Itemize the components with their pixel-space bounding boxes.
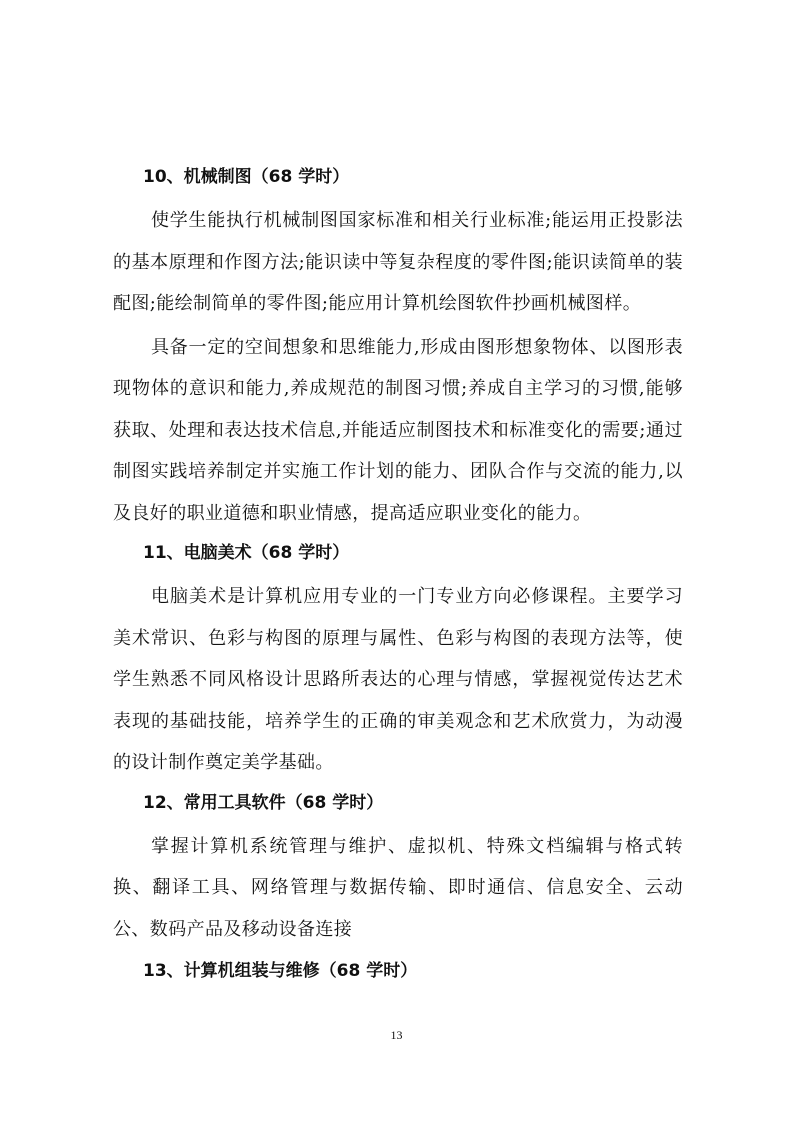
section-paragraph: 掌握计算机系统管理与维护、虚拟机、特殊文档编辑与格式转换、翻译工具、网络管理与数据传输、即时通信、信息安全、云动公、数码产品及移动设备连接 (113, 835, 683, 940)
section-heading: 13、计算机组装与维修（68 学时） (143, 961, 418, 981)
section-paragraph: 具备一定的空间想象和思维能力,形成由图形想象物体、以图形表现物体的意识和能力,养成规范的制图习惯;养成自主学习的习惯,能够获取、处理和表达技术信息,并能适应制图技术和标准变化的需要;通过制图实践培养制定并实施工作计划的能力、团队合作与交流的能力,以及良好的职业道德和职业情感，提高适应职业变化的能力。 (113, 336, 683, 524)
section-paragraph: 电脑美术是计算机应用专业的一门专业方向必修课程。主要学习美术常识、色彩与构图的原理与属性、色彩与构图的表现方法等，使学生熟悉不同风格设计思路所表达的心理与情感，掌握视觉传达艺术表现的基础技能，培养学生的正确的审美观念和艺术欣赏力，为动漫的设计制作奠定美学基础。 (113, 586, 683, 773)
section-paragraph: 使学生能执行机械制图国家标准和相关行业标准;能运用正投影法的基本原理和作图方法;能识读中等复杂程度的零件图;能识读简单的装配图;能绘制简单的零件图;能应用计算机绘图软件抄画机械图样。 (113, 210, 683, 314)
page-number: 13 (390, 1028, 403, 1042)
section-heading: 10、机械制图（68 学时） (143, 167, 350, 187)
section-heading: 12、常用工具软件（68 学时） (143, 792, 384, 813)
section-heading: 11、电脑美术（68 学时） (143, 543, 350, 563)
page-content (113, 160, 683, 994)
